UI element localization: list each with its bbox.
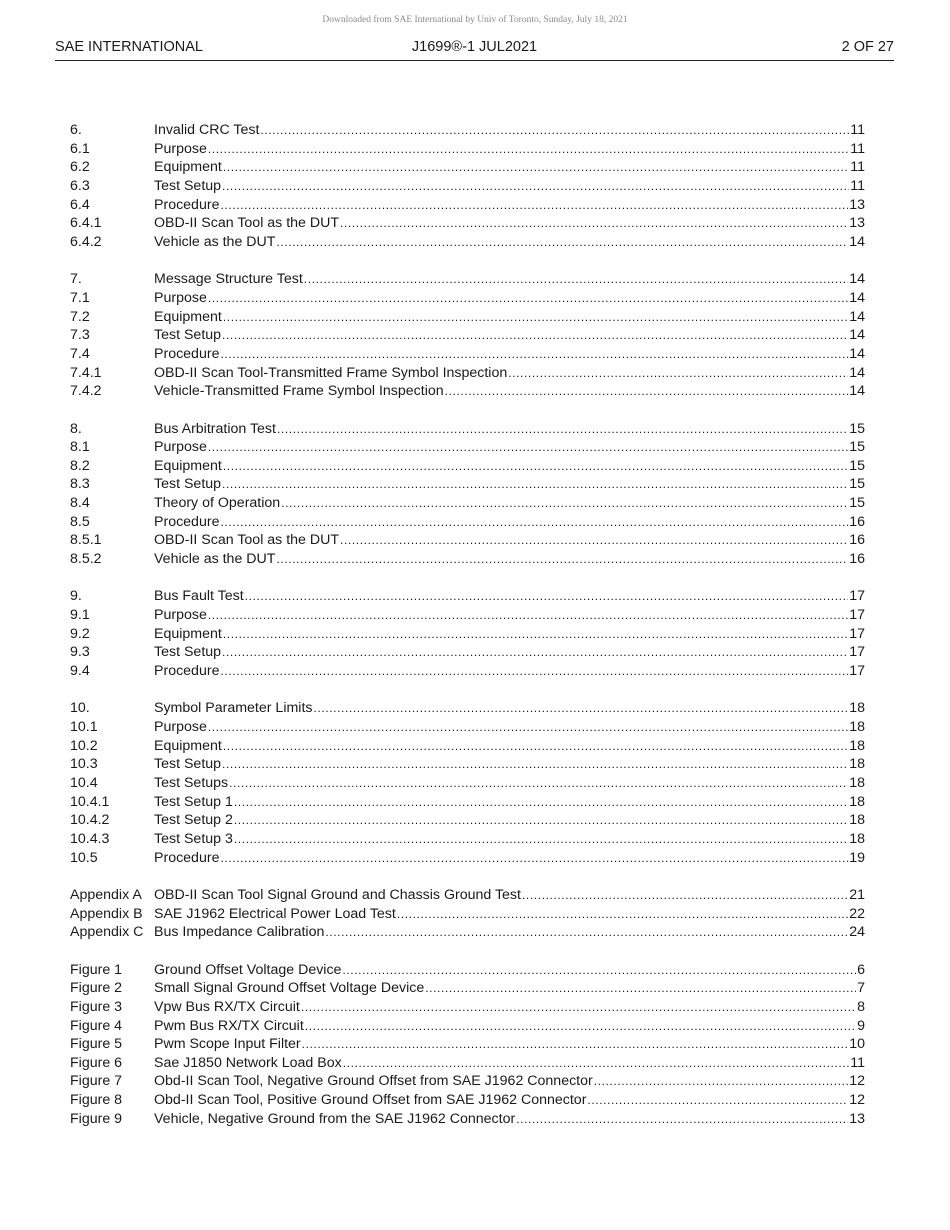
toc-entry[interactable] — [70, 662, 865, 681]
toc-entry-number: 10.4.2 — [70, 812, 110, 829]
toc-entry-page: 14 — [849, 233, 865, 250]
dot-leader — [305, 1017, 856, 1036]
dot-leader — [234, 811, 848, 830]
dot-leader — [208, 718, 848, 737]
toc-entry[interactable] — [70, 1072, 865, 1091]
toc-entry-number: 9.3 — [70, 644, 90, 661]
dot-leader — [325, 923, 848, 942]
toc-entry-number: Appendix A — [70, 886, 142, 903]
toc-entry-number: 8.5 — [70, 513, 90, 530]
toc-entry-number: 7.1 — [70, 289, 90, 306]
toc-entry-page: 14 — [849, 364, 865, 381]
dot-leader — [304, 270, 848, 289]
toc-entry[interactable] — [70, 475, 865, 494]
toc-entry-page: 24 — [849, 924, 865, 941]
toc-entry[interactable] — [70, 158, 865, 177]
toc-entry-page: 7 — [857, 980, 865, 997]
toc-entry-page: 17 — [849, 663, 865, 680]
toc-entry-title: Equipment — [154, 625, 222, 642]
toc-entry-title: Vehicle as the DUT — [154, 551, 276, 568]
toc-entry-title: Procedure — [154, 345, 220, 362]
toc-entry-title: Test Setup — [154, 644, 222, 661]
toc-entry-title: Equipment — [154, 159, 222, 176]
toc-entry-page: 8 — [857, 998, 865, 1015]
toc-entry-number: 6. — [70, 122, 82, 138]
toc-entry[interactable] — [70, 270, 865, 289]
toc-entry-number: 7.4.1 — [70, 364, 102, 381]
dot-leader — [587, 1091, 848, 1110]
toc-entry-page: 11 — [850, 140, 865, 157]
dot-leader — [223, 625, 848, 644]
toc-entry-number: 8. — [70, 420, 82, 437]
toc-entry-title: Vehicle-Transmitted Frame Symbol Inspection — [154, 383, 444, 400]
toc-entry-page: 14 — [849, 345, 865, 362]
toc-entry-number: 8.3 — [70, 476, 90, 493]
toc-entry-title: Test Setup 3 — [154, 830, 233, 847]
dot-leader — [397, 905, 848, 924]
toc-entry[interactable] — [70, 643, 865, 662]
toc-entry-page: 14 — [849, 271, 865, 288]
toc-entry-title: Message Structure Test — [154, 271, 303, 288]
toc-entry[interactable] — [70, 457, 865, 476]
dot-leader — [277, 420, 848, 439]
dot-leader — [220, 513, 848, 532]
dot-leader — [208, 606, 848, 625]
toc-entry-number: 6.4 — [70, 196, 90, 213]
toc-entry-number: Figure 1 — [70, 961, 123, 978]
toc-entry-title: Test Setup — [154, 177, 222, 194]
toc-entry-title: Vpw Bus RX/TX Circuit — [154, 998, 300, 1015]
toc-entry-page: 14 — [849, 289, 865, 306]
toc-entry-page: 18 — [849, 830, 865, 847]
dot-leader — [516, 1110, 848, 1129]
toc-entry[interactable] — [70, 345, 865, 364]
toc-entry-page: 13 — [849, 215, 865, 232]
toc-entry-page: 15 — [849, 495, 865, 512]
toc-entry-page: 21 — [849, 886, 865, 903]
toc-entry-page: 12 — [849, 1073, 865, 1090]
dot-leader — [594, 1072, 848, 1091]
toc-entry-number: 9. — [70, 588, 82, 605]
toc-entry-title: Vehicle, Negative Ground from the SAE J1962 Connector — [154, 1110, 516, 1127]
toc-entry-title: Equipment — [154, 308, 222, 325]
toc-entry-page: 14 — [849, 308, 865, 325]
toc-entry[interactable] — [70, 1035, 865, 1054]
toc-entry-page: 13 — [849, 196, 865, 213]
dot-leader — [276, 550, 848, 569]
toc-entry-number: 10.1 — [70, 719, 98, 735]
toc-entry[interactable] — [70, 811, 865, 830]
toc-entry-title: Obd-II Scan Tool, Negative Ground Offset from SAE J1962 Connector — [154, 1073, 593, 1090]
dot-leader — [223, 158, 849, 177]
toc-entry[interactable] — [70, 494, 865, 513]
toc-entry-page: 10 — [849, 1036, 865, 1053]
dot-leader — [281, 494, 848, 513]
toc-entry-number: Figure 6 — [70, 1054, 123, 1071]
toc-entry-page: 19 — [849, 849, 865, 866]
dot-leader — [222, 475, 848, 494]
toc-entry-number: 8.1 — [70, 439, 90, 456]
toc-entry-page: 13 — [849, 1110, 865, 1127]
toc-entry-number: 9.4 — [70, 663, 90, 680]
toc-entry-number: 10.3 — [70, 756, 98, 773]
toc-entry-number: Figure 7 — [70, 1073, 123, 1090]
toc-entry-page: 14 — [849, 327, 865, 344]
toc-entry-page: 16 — [849, 532, 865, 549]
dot-leader — [208, 438, 848, 457]
toc-entry-number: 7.2 — [70, 308, 90, 325]
toc-entry-page: 18 — [849, 719, 865, 735]
dot-leader — [245, 587, 849, 606]
toc-entry-page: 17 — [849, 625, 865, 642]
toc-entry-number: 10. — [70, 700, 90, 717]
toc-entry-title: Equipment — [154, 737, 222, 754]
toc-entry-number: 6.1 — [70, 140, 90, 157]
toc-entry[interactable] — [70, 214, 865, 233]
download-notice: Downloaded from SAE International by Univ of Toronto, Sunday, July 18, 2021 — [322, 15, 628, 25]
dot-leader — [222, 755, 848, 774]
toc-entry[interactable] — [70, 438, 865, 457]
dot-leader — [222, 643, 848, 662]
toc-entry[interactable] — [70, 606, 865, 625]
toc-entry-title: Ground Offset Voltage Device — [154, 961, 342, 978]
page-number: 2 OF 27 — [841, 39, 894, 55]
toc-entry[interactable] — [70, 849, 865, 868]
toc-entry-title: SAE J1962 Electrical Power Load Test — [154, 905, 396, 922]
toc-entry-title: Sae J1850 Network Load Box — [154, 1054, 342, 1071]
dot-leader — [222, 177, 849, 196]
dot-leader — [301, 998, 856, 1017]
dot-leader — [276, 233, 848, 252]
toc-entry-page: 15 — [849, 457, 865, 474]
toc-entry-number: 7.3 — [70, 327, 90, 344]
toc-entry[interactable] — [70, 1110, 865, 1129]
toc-entry-number: Appendix C — [70, 924, 144, 941]
toc-entry-title: Test Setup — [154, 756, 222, 773]
toc-entry[interactable] — [70, 737, 865, 756]
toc-entry-number: Figure 5 — [70, 1036, 123, 1053]
dot-leader — [340, 214, 848, 233]
toc-entry[interactable] — [70, 233, 865, 252]
toc-entry-number: 9.1 — [70, 607, 90, 624]
toc-entry[interactable] — [70, 196, 865, 215]
toc-entry[interactable] — [70, 177, 865, 196]
toc-entry-page: 18 — [849, 793, 865, 810]
dot-leader — [223, 457, 848, 476]
toc-entry-page: 18 — [849, 756, 865, 773]
toc-entry-title: Purpose — [154, 439, 207, 456]
toc-entry-page: 15 — [849, 476, 865, 493]
toc-entry[interactable] — [70, 587, 865, 606]
dot-leader — [234, 793, 848, 812]
toc-entry[interactable] — [70, 1017, 865, 1036]
toc-entry-title: Vehicle as the DUT — [154, 233, 276, 250]
dot-leader — [220, 345, 848, 364]
dot-leader — [522, 886, 848, 905]
toc-entry[interactable] — [70, 289, 865, 308]
toc-entry-page: 11 — [850, 1054, 865, 1071]
toc-entry[interactable] — [70, 1054, 865, 1073]
toc-entry-title: OBD-II Scan Tool as the DUT — [154, 532, 340, 549]
dot-leader — [234, 830, 848, 849]
dot-leader — [342, 961, 856, 980]
toc-entry-title: Purpose — [154, 140, 207, 157]
toc-entry-number: 8.4 — [70, 495, 90, 512]
toc-entry-title: Bus Fault Test — [154, 588, 244, 605]
toc-entry-number: Figure 8 — [70, 1092, 123, 1109]
toc-entry-page: 18 — [849, 700, 865, 717]
toc-entry-page: 17 — [849, 644, 865, 661]
dot-leader — [222, 326, 848, 345]
toc-entry-page: 15 — [849, 439, 865, 456]
toc-entry-number: 7.4 — [70, 345, 90, 362]
toc-entry[interactable] — [70, 699, 865, 718]
toc-entry-number: Figure 3 — [70, 998, 123, 1015]
dot-leader — [220, 662, 848, 681]
dot-leader — [220, 196, 848, 215]
dot-leader — [223, 308, 848, 327]
dot-leader — [220, 849, 848, 868]
toc-entry[interactable] — [70, 513, 865, 532]
toc-entry-title: OBD-II Scan Tool-Transmitted Frame Symbol Inspection — [154, 364, 508, 381]
dot-leader — [302, 1035, 849, 1054]
dot-leader — [208, 140, 849, 159]
toc-entry-title: Invalid CRC Test — [154, 122, 260, 138]
dot-leader — [343, 1054, 850, 1073]
toc-entry-page: 12 — [849, 1092, 865, 1109]
toc-entry[interactable] — [70, 979, 865, 998]
toc-entry-number: 8.2 — [70, 457, 90, 474]
dot-leader — [445, 382, 849, 401]
dot-leader — [260, 121, 849, 140]
dot-leader — [340, 531, 848, 550]
toc-entry-number: Appendix B — [70, 905, 143, 922]
toc-entry-title: Purpose — [154, 607, 207, 624]
toc-entry-title: Pwm Scope Input Filter — [154, 1036, 301, 1053]
toc-entry-number: 7.4.2 — [70, 383, 102, 400]
dot-leader — [313, 699, 848, 718]
toc-entry-title: Theory of Operation — [154, 495, 281, 512]
toc-entry-title: Test Setup — [154, 327, 222, 344]
toc-entry-title: Procedure — [154, 196, 220, 213]
toc-entry[interactable] — [70, 140, 865, 159]
toc-entry-page: 9 — [857, 1017, 865, 1034]
toc-entry[interactable] — [70, 774, 865, 793]
toc-entry-page: 11 — [850, 159, 865, 176]
toc-entry-page: 17 — [849, 588, 865, 605]
toc-entry-number: 6.3 — [70, 177, 90, 194]
toc-entry-number: 6.2 — [70, 159, 90, 176]
toc-entry-title: Procedure — [154, 663, 220, 680]
toc-entry-title: OBD-II Scan Tool as the DUT — [154, 215, 340, 232]
toc-entry-title: Symbol Parameter Limits — [154, 700, 313, 717]
toc-entry-page: 22 — [849, 905, 865, 922]
toc-entry-page: 11 — [850, 177, 865, 194]
toc-entry[interactable] — [70, 755, 865, 774]
toc-entry-page: 16 — [849, 513, 865, 530]
document-id: J1699®-1 JUL2021 — [411, 39, 538, 55]
toc-entry[interactable] — [70, 905, 865, 924]
toc-entry-title: Purpose — [154, 719, 207, 735]
toc-entry-number: 10.4.3 — [70, 830, 110, 847]
toc-entry[interactable] — [70, 830, 865, 849]
toc-entry-number: 8.5.1 — [70, 532, 102, 549]
toc-entry-title: Bus Impedance Calibration — [154, 924, 325, 941]
dot-leader — [508, 364, 848, 383]
toc-entry[interactable] — [70, 364, 865, 383]
toc-entry-title: Test Setup — [154, 476, 222, 493]
toc-entry-number: 9.2 — [70, 625, 90, 642]
toc-entry[interactable] — [70, 886, 865, 905]
toc-entry-title: Bus Arbitration Test — [154, 420, 276, 437]
toc-entry-title: Equipment — [154, 457, 222, 474]
toc-entry-number: 7. — [70, 271, 82, 288]
toc-entry-title: Pwm Bus RX/TX Circuit — [154, 1017, 304, 1034]
toc-entry-number: 8.5.2 — [70, 551, 102, 568]
toc-entry-page: 15 — [849, 420, 865, 437]
toc-entry[interactable] — [70, 531, 865, 550]
toc-entry-page: 17 — [849, 607, 865, 624]
toc-entry[interactable] — [70, 718, 865, 737]
toc-entry-title: Test Setup 1 — [154, 793, 233, 810]
toc-entry-number: 6.4.2 — [70, 233, 102, 250]
toc-entry[interactable] — [70, 793, 865, 812]
publisher-name: SAE INTERNATIONAL — [55, 39, 203, 55]
toc-entry-title: Procedure — [154, 849, 220, 866]
toc-entry-title: Purpose — [154, 289, 207, 306]
toc-entry-number: 10.4.1 — [70, 793, 110, 810]
toc-entry[interactable] — [70, 420, 865, 439]
toc-entry-number: Figure 9 — [70, 1110, 123, 1127]
toc-entry-title: Obd-II Scan Tool, Positive Ground Offset from SAE J1962 Connector — [154, 1092, 587, 1109]
toc-entry-number: 10.5 — [70, 849, 98, 866]
toc-entry-page: 11 — [850, 122, 865, 138]
toc-entry-number: Figure 4 — [70, 1017, 123, 1034]
toc-entry-title: Test Setups — [154, 774, 229, 791]
toc-entry[interactable] — [70, 923, 865, 942]
toc-entry-number: 6.4.1 — [70, 215, 102, 232]
toc-entry-number: 10.4 — [70, 774, 98, 791]
dot-leader — [425, 979, 856, 998]
toc-entry[interactable] — [70, 308, 865, 327]
toc-entry-title: Small Signal Ground Offset Voltage Device — [154, 980, 425, 997]
toc-entry-page: 18 — [849, 812, 865, 829]
toc-entry-page: 14 — [849, 383, 865, 400]
toc-entry-page: 18 — [849, 737, 865, 754]
toc-entry[interactable] — [70, 121, 865, 140]
toc-entry-number: Figure 2 — [70, 980, 123, 997]
page-header — [55, 38, 894, 61]
toc-entry[interactable] — [70, 1091, 865, 1110]
dot-leader — [208, 289, 848, 308]
toc-entry[interactable] — [70, 961, 865, 980]
toc-entry[interactable] — [70, 625, 865, 644]
toc-entry-title: Procedure — [154, 513, 220, 530]
toc-entry[interactable] — [70, 550, 865, 569]
dot-leader — [223, 737, 848, 756]
toc-entry[interactable] — [70, 382, 865, 401]
toc-entry-page: 6 — [857, 961, 865, 978]
toc-entry[interactable] — [70, 998, 865, 1017]
toc-entry[interactable] — [70, 326, 865, 345]
toc-entry-number: 10.2 — [70, 737, 98, 754]
toc-entry-page: 16 — [849, 551, 865, 568]
toc-entry-title: Test Setup 2 — [154, 812, 233, 829]
table-of-contents — [70, 121, 865, 1128]
toc-entry-title: OBD-II Scan Tool Signal Ground and Chassis Ground Test — [154, 886, 521, 903]
dot-leader — [229, 774, 848, 793]
toc-entry-page: 18 — [849, 774, 865, 791]
